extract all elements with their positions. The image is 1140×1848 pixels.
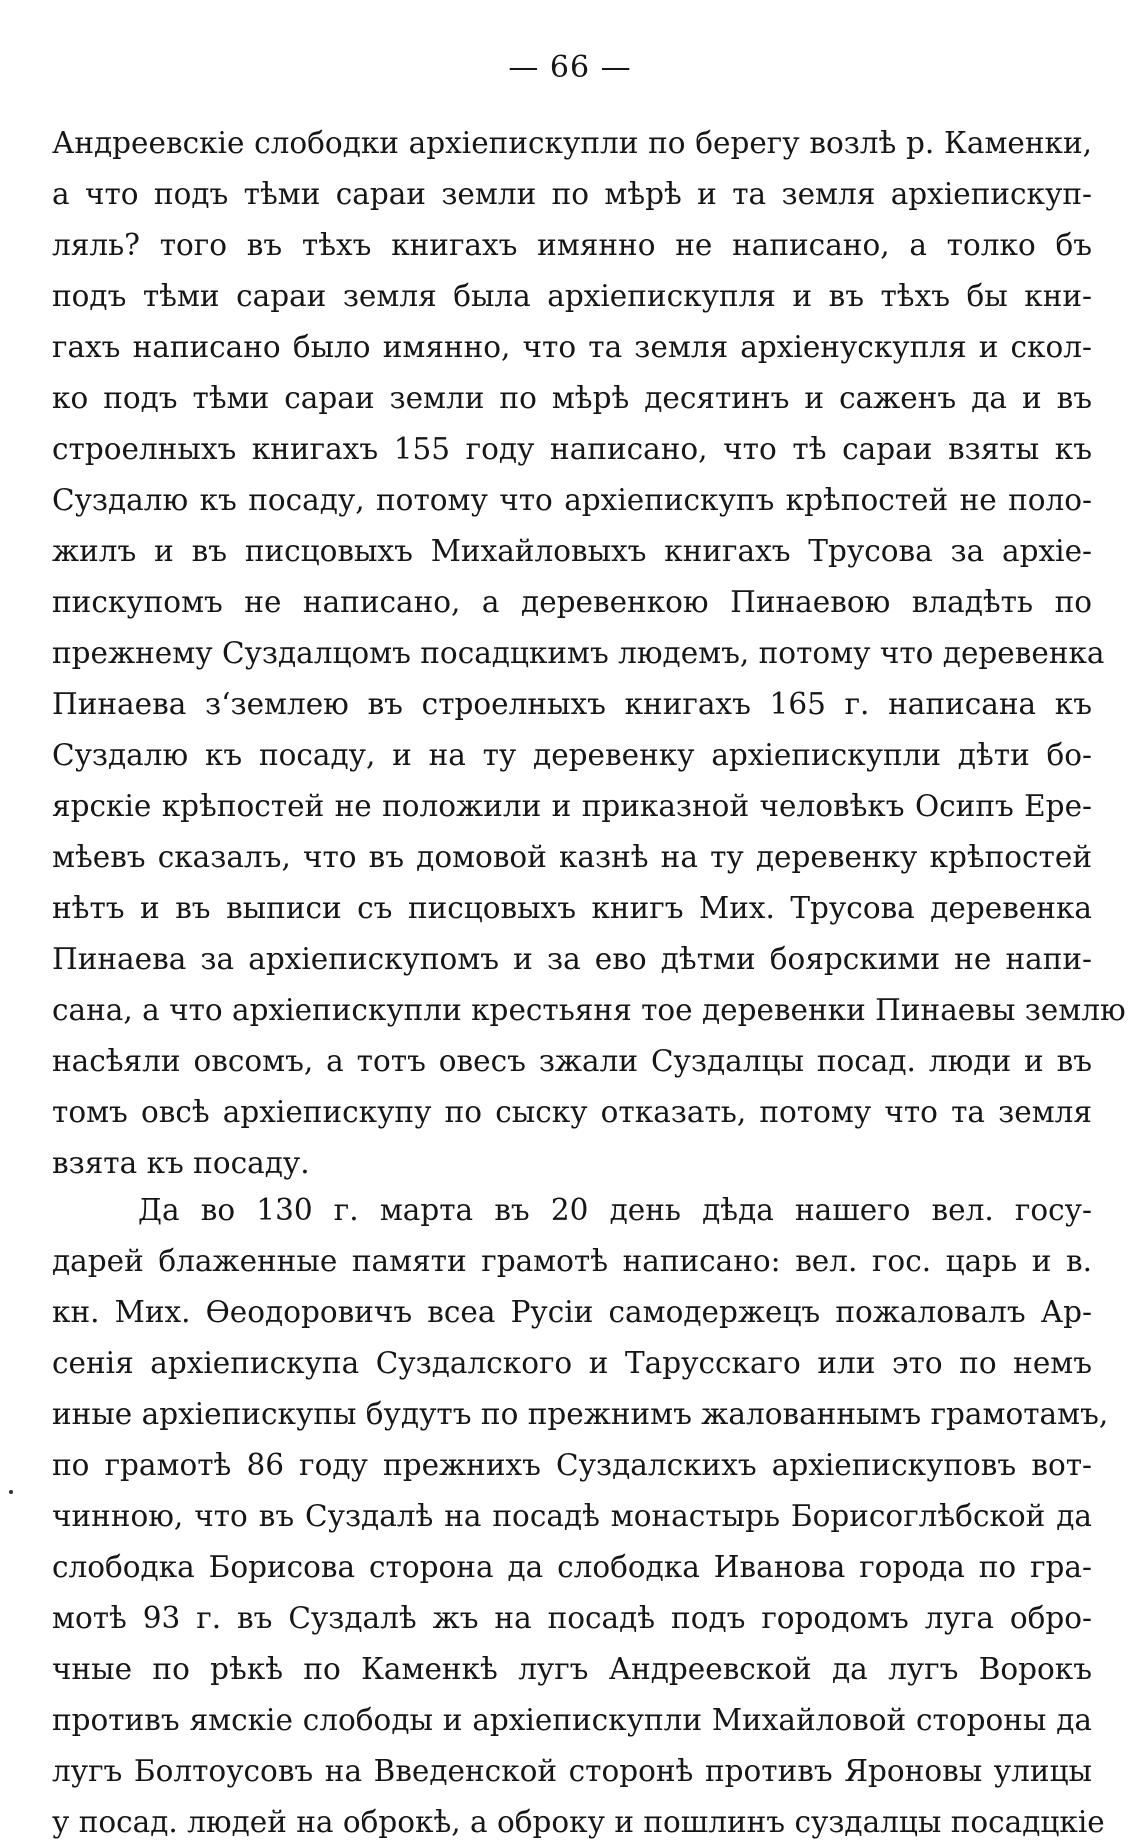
text-line: гахъ написано было имянно, что та земля архіенускупля и скол- bbox=[52, 330, 1092, 364]
text-line: ляль? того въ тѣхъ книгахъ имянно не написано, а толко бъ bbox=[52, 228, 1092, 262]
text-line: ко подъ тѣми сараи земли по мѣрѣ десятинъ и саженъ да и въ bbox=[52, 381, 1092, 415]
text-line: Суздалю къ посаду, и на ту деревенку архіепискупли дѣти бо- bbox=[52, 738, 1092, 772]
text-line: дарей блаженные памяти грамотѣ написано: вел. гос. царь и в. bbox=[52, 1244, 1092, 1278]
text-line: чные по рѣкѣ по Каменкѣ лугъ Андреевской да лугъ Ворокъ bbox=[52, 1652, 1092, 1686]
text-line: противъ ямскіе слободы и архіепискупли Михайловой стороны да bbox=[52, 1703, 1092, 1737]
text-line: Пинаева за архіепискупомъ и за ево дѣтми боярскими не напи- bbox=[52, 942, 1092, 976]
text-line: насѣяли овсомъ, а тотъ овесъ зжали Суздалцы посад. люди и въ bbox=[52, 1044, 1092, 1078]
paragraph-1 bbox=[52, 118, 1126, 1189]
text-line: по грамотѣ 86 году прежнихъ Суздалскихъ архіепискуповъ вот- bbox=[52, 1448, 1092, 1482]
text-line: Пинаева з‘землею въ строелныхъ книгахъ 165 г. написана къ bbox=[52, 687, 1092, 721]
text-line: у посад. людей на оброкѣ, а оброку и пошлинъ суздалцы посадцкіе bbox=[52, 1805, 1105, 1839]
text-line: Суздалю къ посаду, потому что архіепискупъ крѣпостей не поло- bbox=[52, 483, 1092, 517]
paragraph-2 bbox=[52, 1185, 1109, 1848]
text-line: мотѣ 93 г. въ Суздалѣ жъ на посадѣ подъ городомъ луга обро- bbox=[52, 1601, 1092, 1635]
text-line: нѣтъ и въ выписи съ писцовыхъ книгъ Мих. Трусова деревенка bbox=[52, 891, 1092, 925]
text-line: слободка Борисова сторона да слободка Иванова города по гра- bbox=[52, 1550, 1092, 1584]
text-line: сенія архіепискупа Суздалского и Тарусскаго или это по немъ bbox=[52, 1346, 1092, 1380]
text-line: прежнему Суздалцомъ посадцкимъ людемъ, потому что деревенка bbox=[52, 636, 1105, 670]
text-line: а что подъ тѣми сараи земли по мѣрѣ и та земля архіепискуп- bbox=[52, 177, 1092, 211]
margin-speck bbox=[9, 1490, 13, 1494]
text-line: лугъ Болтоусовъ на Введенской сторонѣ противъ Яроновы улицы bbox=[52, 1754, 1092, 1788]
text-line: томъ овсѣ архіепискупу по сыску отказать, потому что та земля bbox=[52, 1095, 1092, 1129]
text-line: подъ тѣми сараи земля была архіепискупля и въ тѣхъ бы кни- bbox=[52, 279, 1092, 313]
text-line: Да во 130 г. марта въ 20 день дѣда нашего вел. госу- bbox=[138, 1193, 1092, 1227]
text-line: взята къ посаду. bbox=[52, 1146, 310, 1180]
text-line: сана, а что архіепискупли крестьяня тое деревенки Пинаевы землю bbox=[52, 993, 1126, 1027]
text-line: кн. Мих. Ѳеодоровичъ всеа Русіи самодержецъ пожаловалъ Ар- bbox=[52, 1295, 1092, 1329]
text-line: мѣевъ сказалъ, что въ домовой казнѣ на ту деревенку крѣпостей bbox=[52, 840, 1092, 874]
text-line: иные архіепискупы будутъ по прежнимъ жалованнымъ грамотамъ, bbox=[52, 1397, 1109, 1431]
text-line: строелныхъ книгахъ 155 году написано, что тѣ сараи взяты къ bbox=[52, 432, 1092, 466]
text-line: ярскіе крѣпостей не положили и приказной человѣкъ Осипъ Ере- bbox=[52, 789, 1092, 823]
text-line: пискупомъ не написано, а деревенкою Пинаевою владѣть по bbox=[52, 585, 1092, 619]
text-line: чинною, что въ Суздалѣ на посадѣ монастырь Борисоглѣбской да bbox=[52, 1499, 1092, 1533]
page-number: — 66 — bbox=[508, 50, 632, 85]
text-line: Андреевскіе слободки архіепискупли по берегу возлѣ р. Каменки, bbox=[52, 126, 1092, 160]
text-line: жилъ и въ писцовыхъ Михайловыхъ книгахъ Трусова за архіе- bbox=[52, 534, 1092, 568]
